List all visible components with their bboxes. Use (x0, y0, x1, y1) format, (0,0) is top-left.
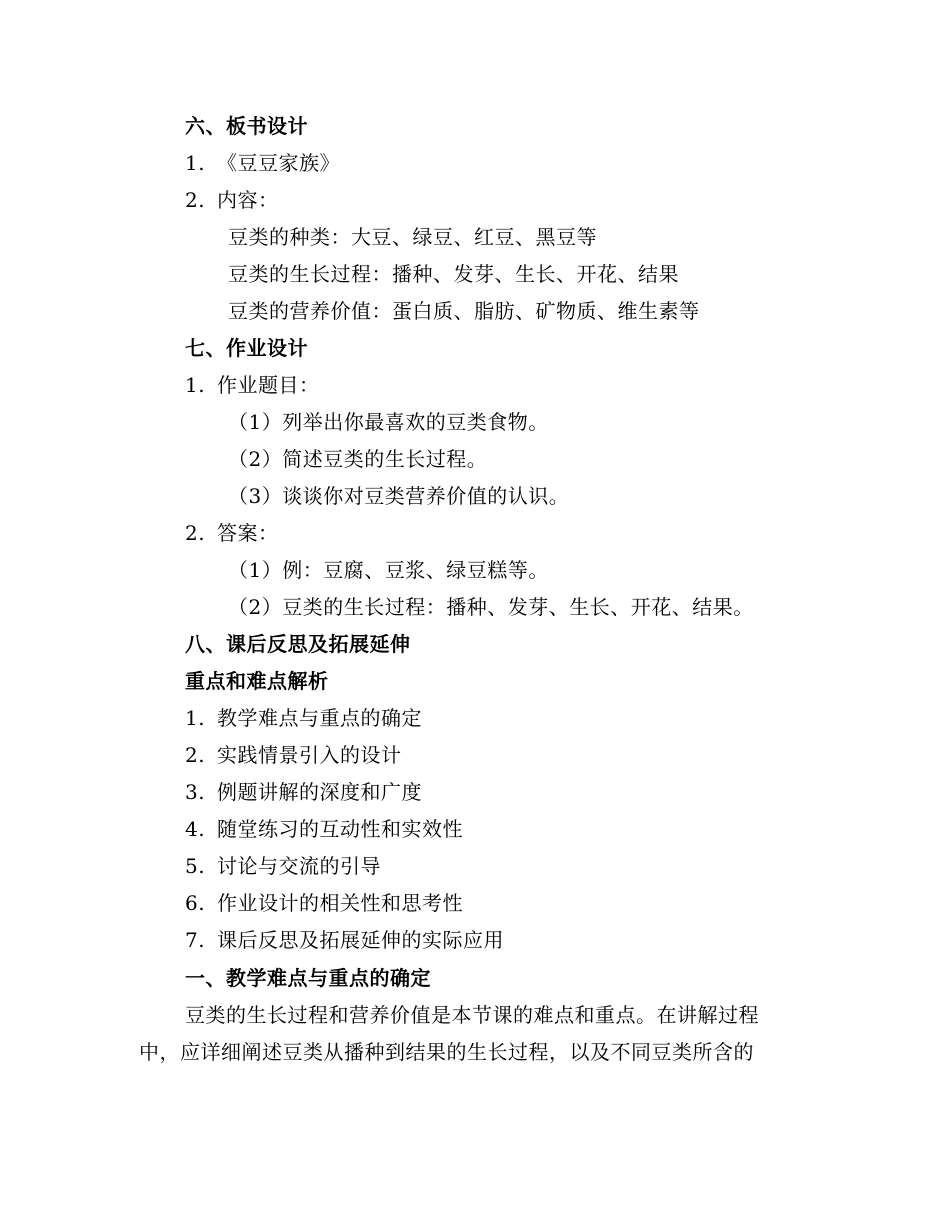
list-number: 1. (185, 706, 206, 730)
section-heading-board-design: 六、板书设计 (185, 114, 308, 138)
list-text: 教学难点与重点的确定 (217, 706, 422, 730)
list-number: 2. (185, 743, 206, 767)
list-text: 讨论与交流的引导 (217, 854, 381, 878)
list-number: 4. (185, 817, 206, 841)
content-line-nutrition: 豆类的营养价值：蛋白质、脂肪、矿物质、维生素等 (228, 299, 700, 323)
list-text: 作业设计的相关性和思考性 (217, 891, 463, 915)
list-item (185, 515, 279, 552)
subheading-key-points: 重点和难点解析 (185, 669, 329, 693)
list-number: 6. (185, 891, 206, 915)
section-heading-key-difficult: 一、教学难点与重点的确定 (185, 966, 431, 990)
section-heading-homework: 七、作业设计 (185, 336, 308, 360)
list-number: 1. (185, 151, 206, 175)
answer-line: （2）豆类的生长过程：播种、发芽、生长、开花、结果。 (228, 595, 754, 619)
list-text: 例题讲解的深度和广度 (217, 780, 422, 804)
list-item (185, 848, 381, 885)
list-number: 2. (185, 188, 206, 212)
question-line: （2）简述豆类的生长过程。 (228, 447, 488, 471)
list-item (185, 367, 320, 404)
list-item (185, 811, 463, 848)
list-text: 作业题目： (217, 373, 320, 397)
list-text: 随堂练习的互动性和实效性 (217, 817, 463, 841)
content-line-types: 豆类的种类：大豆、绿豆、红豆、黑豆等 (228, 225, 597, 249)
list-item (185, 145, 340, 182)
answer-line: （1）例：豆腐、豆浆、绿豆糕等。 (228, 558, 549, 582)
question-line: （1）列举出你最喜欢的豆类食物。 (228, 410, 549, 434)
list-item (185, 182, 279, 219)
list-text: 课后反思及拓展延伸的实际应用 (217, 928, 504, 952)
list-item (185, 737, 402, 774)
list-number: 2. (185, 521, 206, 545)
paragraph-line: 豆类的生长过程和营养价值是本节课的难点和重点。在讲解过程 (185, 1003, 759, 1027)
list-item (185, 700, 422, 737)
list-text: 内容： (217, 188, 279, 212)
content-line-growth: 豆类的生长过程：播种、发芽、生长、开花、结果 (228, 262, 679, 286)
question-line: （3）谈谈你对豆类营养价值的认识。 (228, 484, 570, 508)
list-text: 实践情景引入的设计 (217, 743, 402, 767)
list-number: 5. (185, 854, 206, 878)
paragraph-line: 中，应详细阐述豆类从播种到结果的生长过程，以及不同豆类所含的 (139, 1040, 754, 1064)
list-item (185, 885, 463, 922)
list-item (185, 774, 422, 811)
list-number: 7. (185, 928, 206, 952)
list-number: 1. (185, 373, 206, 397)
list-number: 3. (185, 780, 206, 804)
list-text: 《豆豆家族》 (217, 151, 340, 175)
list-item (185, 922, 504, 959)
list-text: 答案： (217, 521, 279, 545)
section-heading-reflection: 八、课后反思及拓展延伸 (185, 632, 411, 656)
